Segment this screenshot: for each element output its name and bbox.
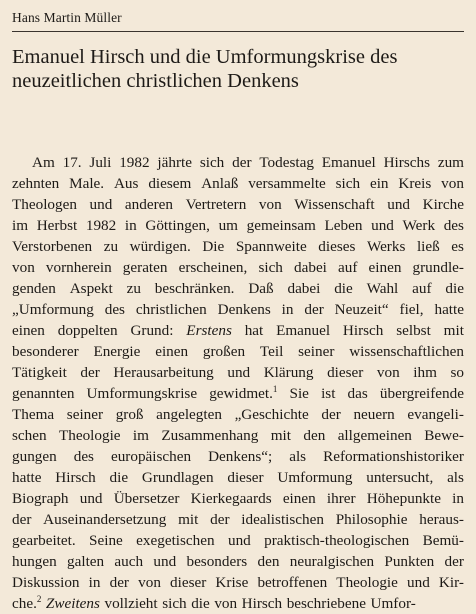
body-line: schen Theologie im Zusammenhang mit den allgemeinen Bewe- <box>12 427 464 444</box>
body-line: Diskussion in der von dieser Krise betroffenen Theologie und Kir- <box>12 574 464 591</box>
body-line: besonderer Energie einen großen Teil seiner wissenschaftlichen <box>12 343 464 360</box>
body-line: che.$^2$ Zweitens vollzieht sich die von Hirsch beschriebene Umfor- <box>12 593 416 612</box>
body-line: Am 17. Juli 1982 jährte sich der Todestag Emanuel Hirschs zum <box>32 154 464 171</box>
body-line: einen doppelten Grund: Erstens hat Emanuel Hirsch selbst mit <box>12 322 464 339</box>
body-line: gearbeitet. Seine exegetischen und praktisch-theologischen Bemü- <box>12 532 464 549</box>
title-line: Emanuel Hirsch und die Umformungskrise des <box>12 46 398 68</box>
body-line: gungen des europäischen Denkens“; als Reformationshistoriker <box>12 448 464 465</box>
body-line: der Auseinandersetzung mit der idealistischen Philosophie heraus- <box>12 511 464 528</box>
body-line: genannten Umformungskrise gewidmet.$^1$ Sie ist das übergreifende <box>12 383 464 402</box>
body-text <box>12 152 464 614</box>
body-line: von vornherein geraten erscheinen, sich dabei auf einen grundle- <box>12 259 464 276</box>
header-rule <box>12 31 464 32</box>
body-line: genden Aspekt zu beschränken. Daß dabei die Wahl auf die <box>12 280 464 297</box>
body-line: im Herbst 1982 in Göttingen, um gemeinsam Leben und Werk des <box>12 217 464 234</box>
body-line: Theologen und anderen Vertretern von Wissenschaft und Kirche <box>12 196 464 213</box>
body-line: Thema seiner groß angelegten „Geschichte der neuern evangeli- <box>12 406 464 423</box>
body-line: „Umformung des christlichen Denkens in der Neuzeit“ fiel, hatte <box>12 301 464 318</box>
body-line: Verstorbenen zu würdigen. Die Spannweite dieses Werks ließ es <box>12 238 464 255</box>
body-line: hungen galten auch und besonders den neuralgischen Punkten der <box>12 553 464 570</box>
author-name: Hans Martin Müller <box>12 10 122 25</box>
body-line: zehnten Male. Aus diesem Anlaß versammelte sich ein Kreis von <box>12 175 464 192</box>
body-line: hatte Hirsch die Grundlagen dieser Umformung untersucht, als <box>12 469 464 486</box>
title-line: neuzeitlichen christlichen Denkens <box>12 70 299 92</box>
body-line: Biograph und Übersetzer Kierkegaards einen ihrer Höhepunkte in <box>12 490 464 507</box>
article-title <box>12 45 467 93</box>
body-line: Tätigkeit der Herausarbeitung und Klärung dieser von ihm so <box>12 364 464 381</box>
